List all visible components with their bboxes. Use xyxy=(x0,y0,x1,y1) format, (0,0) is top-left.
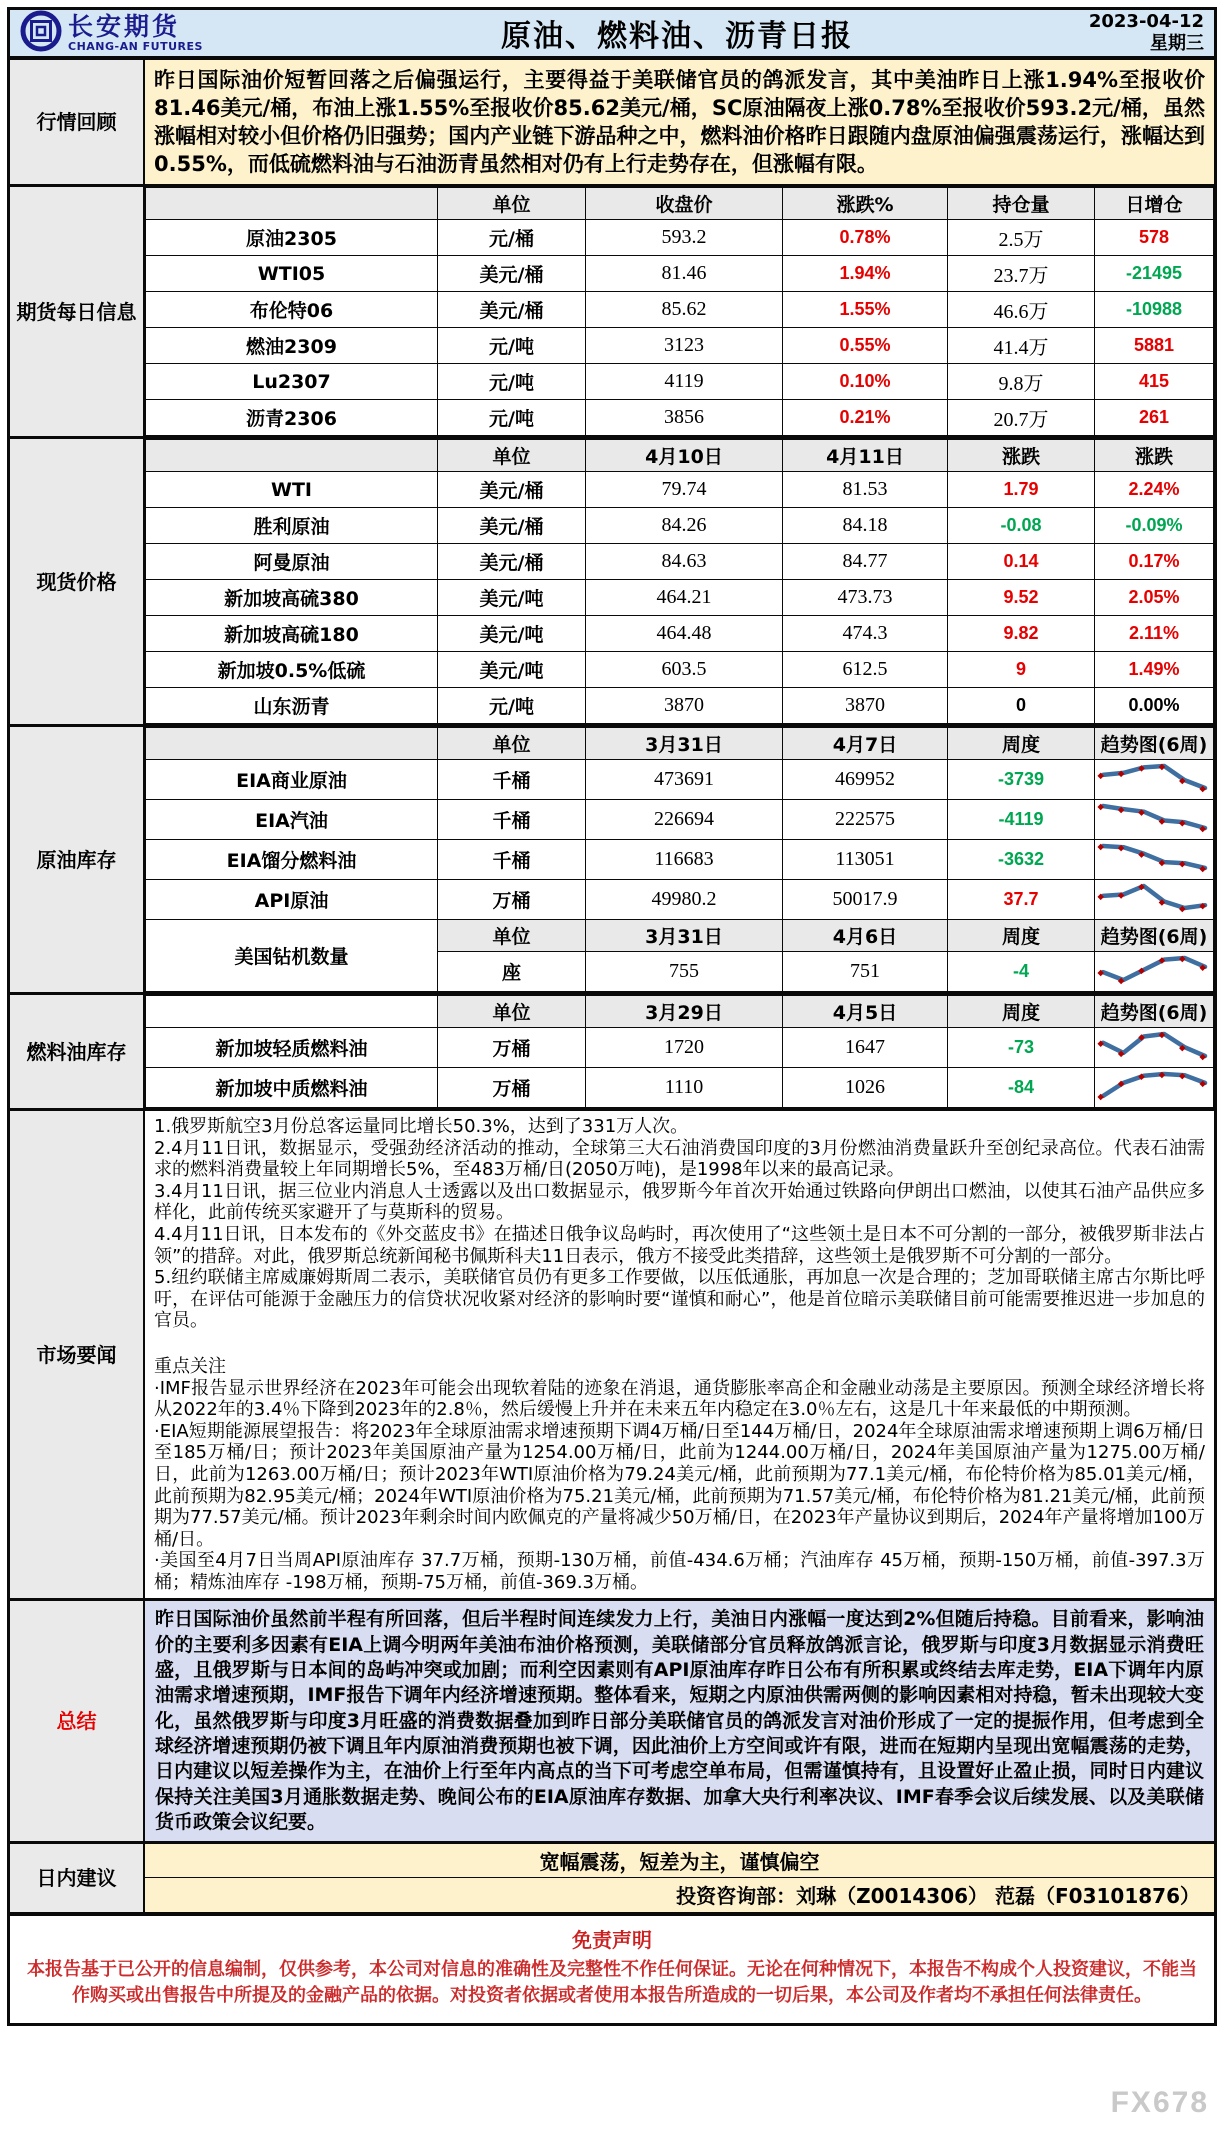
table-row: 布伦特06 美元/桶 85.62 1.55% 46.6万 -10988 xyxy=(146,292,1214,328)
market-news-body xyxy=(145,1111,1214,1598)
news-item: 3.4月11日讯，据三位业内消息人士透露以及出口数据显示，俄罗斯今年首次开始通过铁路向伊朗出口燃油，以使其石油产品供应多样化，此前传统买家避开了与莫斯科的贸易。 xyxy=(154,1180,1205,1224)
col-daily-add: 日增仓 xyxy=(1095,188,1214,220)
disclaimer-box xyxy=(10,1912,1214,2023)
col-date1: 4月10日 xyxy=(586,440,783,472)
trend-sparkline xyxy=(1097,760,1211,794)
disclaimer-text: 本报告基于已公开的信息编制，仅供参考，本公司对信息的准确性及完整性不作任何保证。无论在何种情况下，本报告不构成个人投资建议，不能当作购买或出售报告中所提及的金融产品的依据。对投资者依据或者使用本报告所造成的一切后果，本公司及作者均不承担任何法律责任。 xyxy=(27,1959,1197,2007)
crude-inventory-table xyxy=(145,727,1214,992)
watermark: FX678 xyxy=(1110,2086,1209,2119)
brand-name-en: CHANG-AN FUTURES xyxy=(68,40,203,53)
col-date2: 4月5日 xyxy=(783,996,948,1028)
col-unit: 单位 xyxy=(438,920,586,952)
col-date2: 4月7日 xyxy=(783,728,948,760)
news-item: 1.俄罗斯航空3月份总客运量同比增长50.3%，达到了331万人次。 xyxy=(154,1116,689,1137)
col-unit: 单位 xyxy=(438,996,586,1028)
changan-coin-logo-icon xyxy=(20,10,62,56)
col-change: 涨跌% xyxy=(783,188,948,220)
trend-sparkline xyxy=(1097,1028,1211,1062)
table-row: WTI 美元/桶 79.74 81.53 1.79 2.24% xyxy=(146,472,1214,508)
trend-sparkline xyxy=(1097,952,1211,986)
col-date2: 4月6日 xyxy=(783,920,948,952)
col-unit: 单位 xyxy=(438,728,586,760)
section-label-review: 行情回顾 xyxy=(10,60,145,184)
section-crude-inventory xyxy=(10,724,1214,992)
section-market-review xyxy=(10,60,1214,184)
fuel-header-row xyxy=(146,996,1214,1028)
date-value: 2023-04-12 xyxy=(1088,10,1204,32)
report-header xyxy=(10,10,1214,60)
col-date2: 4月11日 xyxy=(783,440,948,472)
trend-sparkline xyxy=(1097,800,1211,834)
trend-sparkline xyxy=(1097,1068,1211,1102)
fuel-inventory-table xyxy=(145,995,1214,1108)
col-position: 持仓量 xyxy=(948,188,1095,220)
section-label-summary: 总结 xyxy=(10,1601,145,1841)
summary-text: 昨日国际油价虽然前半程有所回落，但后半程时间连续发力上行，美油日内涨幅一度达到2%但随后持稳。目前看来，影响油价的主要利多因素有EIA上调今明两年美油布油价格预测，美联储部分官员释放鸽派言论，俄罗斯与印度3月数据显示消费旺盛，且俄罗斯与日本间的岛屿冲突或加剧；而利空因素则有API原油库存昨日公布有所积累或终结去库走势，EIA下调年内原油需求增速预期，IMF报告下调年内经济增速预期。整体看来，短期之内原油供需两侧的影响因素相对持稳，暂未出现较大变化，虽然俄罗斯与印度3月旺盛的消费数据叠加到昨日部分美联储官员的鸽派发言对油价形成了一定的提振作用，但考虑到全球经济增速预期仍被下调且年内原油消费预期也被下调，因此油价上方空间或许有限，进而在短期内呈现出宽幅震荡的走势，日内建议以短差操作为主，在油价上行至年内高点的当下可考虑空单布局，但需谨慎持有，且设置好止盈止损，同时日内建议保持关注美国3月通胀数据走势、晚间公布的EIA原油库存数据、加拿大央行利率决议、IMF春季会议后续发展、以及美联储货币政策会议纪要。 xyxy=(145,1601,1214,1841)
section-market-news xyxy=(10,1108,1214,1598)
trend-sparkline xyxy=(1097,880,1211,914)
section-label-advice: 日内建议 xyxy=(10,1844,145,1912)
table-row: 新加坡中质燃料油 万桶 1110 1026 -84 xyxy=(146,1068,1214,1108)
spot-header-row xyxy=(146,440,1214,472)
table-row: EIA馏分燃料油 千桶 116683 113051 -3632 xyxy=(146,840,1214,880)
section-label-crude-inventory: 原油库存 xyxy=(10,727,145,992)
table-row: 新加坡高硫180 美元/吨 464.48 474.3 9.82 2.11% xyxy=(146,616,1214,652)
advice-consultants: 投资咨询部：刘琳（Z0014306） 范磊（F03101876） xyxy=(145,1878,1214,1912)
crude-header-row xyxy=(146,728,1214,760)
section-label-futures: 期货每日信息 xyxy=(10,187,145,436)
col-date1: 3月31日 xyxy=(586,920,783,952)
news-item: ·IMF报告显示世界经济在2023年可能会出现软着陆的迹象在消退，通货膨胀率高企和金融业动荡是主要原因。预测全球经济增长将从2022年的3.4％下降到2023年的2.8％，然后缓慢上升并在未来五年内稳定在3.0％左右，这是几十年来最低的中期预测。 xyxy=(154,1377,1205,1421)
market-review-text: 昨日国际油价短暂回落之后偏强运行，主要得益于美联储官员的鸽派发言，其中美油昨日上涨1.94%至报收价81.46美元/桶，布油上涨1.55%至报收价85.62美元/桶，SC原油隔夜上涨0.78%至报收价593.2元/桶，虽然涨幅相对较小但价格仍旧强势；国内产业链下游品种之中，燃料油价格昨日跟随内盘原油偏强震荡运行，涨幅达到0.55%，而低硫燃料油与石油沥青虽然相对仍有上行走势存在，但涨幅有限。 xyxy=(145,60,1214,184)
col-date1: 3月31日 xyxy=(586,728,783,760)
news-item: ·EIA短期能源展望报告：将2023年全球原油需求增速预期下调4万桶/日至144万桶/日，2024年全球原油需求增速预期上调6万桶/日至185万桶/日；预计2023年美国原油产量为1254.00万桶/日，此前为1244.00万桶/日，2024年美国原油产量为1275.00万桶/日，此前为1263.00万桶/日；预计2023年WTI原油价格为79.24美元/桶，此前预期为77.1美元/桶，布伦特价格为85.01美元/桶，此前预期为82.95美元/桶；2024年WTI原油价格为75.21美元/桶，此前预期为71.57美元/桶，布伦特价格为81.21美元/桶，此前预期为77.57美元/桶。预计2023年剩余时间内欧佩克的产量将减少50万桶/日，在2023年产量协议到期后，2024年产量将增加100万桶/日。 xyxy=(154,1420,1206,1550)
section-fuel-inventory xyxy=(10,992,1214,1108)
col-change-pct: 涨跌 xyxy=(1095,440,1214,472)
section-spot-prices xyxy=(10,436,1214,724)
table-row: 原油2305 元/桶 593.2 0.78% 2.5万 578 xyxy=(146,220,1214,256)
col-weekly: 周度 xyxy=(948,728,1095,760)
col-change: 涨跌 xyxy=(948,440,1095,472)
page-title: 原油、燃料油、沥青日报 xyxy=(501,19,853,54)
news-item: 2.4月11日讯，数据显示，受强劲经济活动的推动，全球第三大石油消费国印度的3月份燃油消费量跃升至创纪录高位。代表石油需求的燃料消费量较上年同期增长5%，至483万桶/日(2050万吨)，是1998年以来的最高记录。 xyxy=(154,1137,1205,1181)
col-trend: 趋势图(6周) xyxy=(1095,920,1214,952)
brand-text xyxy=(68,14,203,52)
col-unit: 单位 xyxy=(438,188,586,220)
news-item: ·美国至4月7日当周API原油库存 37.7万桶，预期-130万桶，前值-434.6万桶；汽油库存 45万桶，预期-150万桶，前值-397.3万桶；精炼油库存 -198万桶，预期-75万桶，前值-369.3万桶。 xyxy=(154,1550,1205,1593)
table-row: 新加坡0.5%低硫 美元/吨 603.5 612.5 9 1.49% xyxy=(146,652,1214,688)
section-label-spot: 现货价格 xyxy=(10,439,145,724)
col-weekly: 周度 xyxy=(948,996,1095,1028)
table-row: 新加坡高硫380 美元/吨 464.21 473.73 9.52 2.05% xyxy=(146,580,1214,616)
trend-sparkline xyxy=(1097,840,1211,874)
news-item: 4.4月11日讯，日本发布的《外交蓝皮书》在描述日俄争议岛屿时，再次使用了“这些领土是日本不可分割的一部分，被俄罗斯非法占领”的措辞。对此，俄罗斯总统新闻秘书佩斯科夫11日表示，俄方不接受此类措辞，这些领土是俄罗斯不可分割的一部分。 xyxy=(154,1223,1205,1267)
futures-table xyxy=(145,187,1214,436)
rig-count-name: 美国钻机数量 xyxy=(146,920,438,992)
table-row: 沥青2306 元/吨 3856 0.21% 20.7万 261 xyxy=(146,400,1214,436)
spot-table xyxy=(145,439,1214,724)
futures-header-row xyxy=(146,188,1214,220)
section-summary xyxy=(10,1598,1214,1841)
brand-block xyxy=(20,10,320,56)
table-row: 胜利原油 美元/桶 84.26 84.18 -0.08 -0.09% xyxy=(146,508,1214,544)
table-row: EIA汽油 千桶 226694 222575 -4119 xyxy=(146,800,1214,840)
col-date1: 3月29日 xyxy=(586,996,783,1028)
table-row: 座 755 751 -4 xyxy=(146,952,1214,992)
col-trend: 趋势图(6周) xyxy=(1095,728,1214,760)
news-focus-heading: 重点关注 xyxy=(154,1355,226,1377)
report-date xyxy=(1034,11,1204,56)
table-row: Lu2307 元/吨 4119 0.10% 9.8万 415 xyxy=(146,364,1214,400)
rig-count-header-row xyxy=(146,920,1214,952)
weekday-value: 星期三 xyxy=(1150,33,1204,54)
section-label-fuel-inventory: 燃料油库存 xyxy=(10,995,145,1108)
brand-name-cn: 长安期货 xyxy=(68,12,181,41)
table-row: EIA商业原油 千桶 473691 469952 -3739 xyxy=(146,760,1214,800)
daily-report xyxy=(7,7,1217,2026)
table-row: 阿曼原油 美元/桶 84.63 84.77 0.14 0.17% xyxy=(146,544,1214,580)
table-row: 山东沥青 元/吨 3870 3870 0 0.00% xyxy=(146,688,1214,724)
table-row: 燃油2309 元/吨 3123 0.55% 41.4万 5881 xyxy=(146,328,1214,364)
table-row: 新加坡轻质燃料油 万桶 1720 1647 -73 xyxy=(146,1028,1214,1068)
section-label-news: 市场要闻 xyxy=(10,1111,145,1598)
disclaimer-title: 免责声明 xyxy=(572,1928,652,1953)
table-row: API原油 万桶 49980.2 50017.9 37.7 xyxy=(146,880,1214,920)
col-weekly: 周度 xyxy=(948,920,1095,952)
news-item: 5.纽约联储主席威廉姆斯周二表示，美联储官员仍有更多工作要做，以压低通胀，再加息一次是合理的；芝加哥联储主席古尔斯比呼吁，在评估可能源于金融压力的信贷状况收紧对经济的影响时要“谨慎和耐心”，他是首位暗示美联储目前可能需要推迟进一步加息的官员。 xyxy=(154,1267,1205,1332)
table-row: WTI05 美元/桶 81.46 1.94% 23.7万 -21495 xyxy=(146,256,1214,292)
col-trend: 趋势图(6周) xyxy=(1095,996,1214,1028)
col-close: 收盘价 xyxy=(586,188,783,220)
section-intraday-advice xyxy=(10,1841,1214,1912)
advice-text: 宽幅震荡，短差为主，谨慎偏空 xyxy=(145,1844,1214,1878)
section-futures-daily xyxy=(10,184,1214,436)
col-unit: 单位 xyxy=(438,440,586,472)
